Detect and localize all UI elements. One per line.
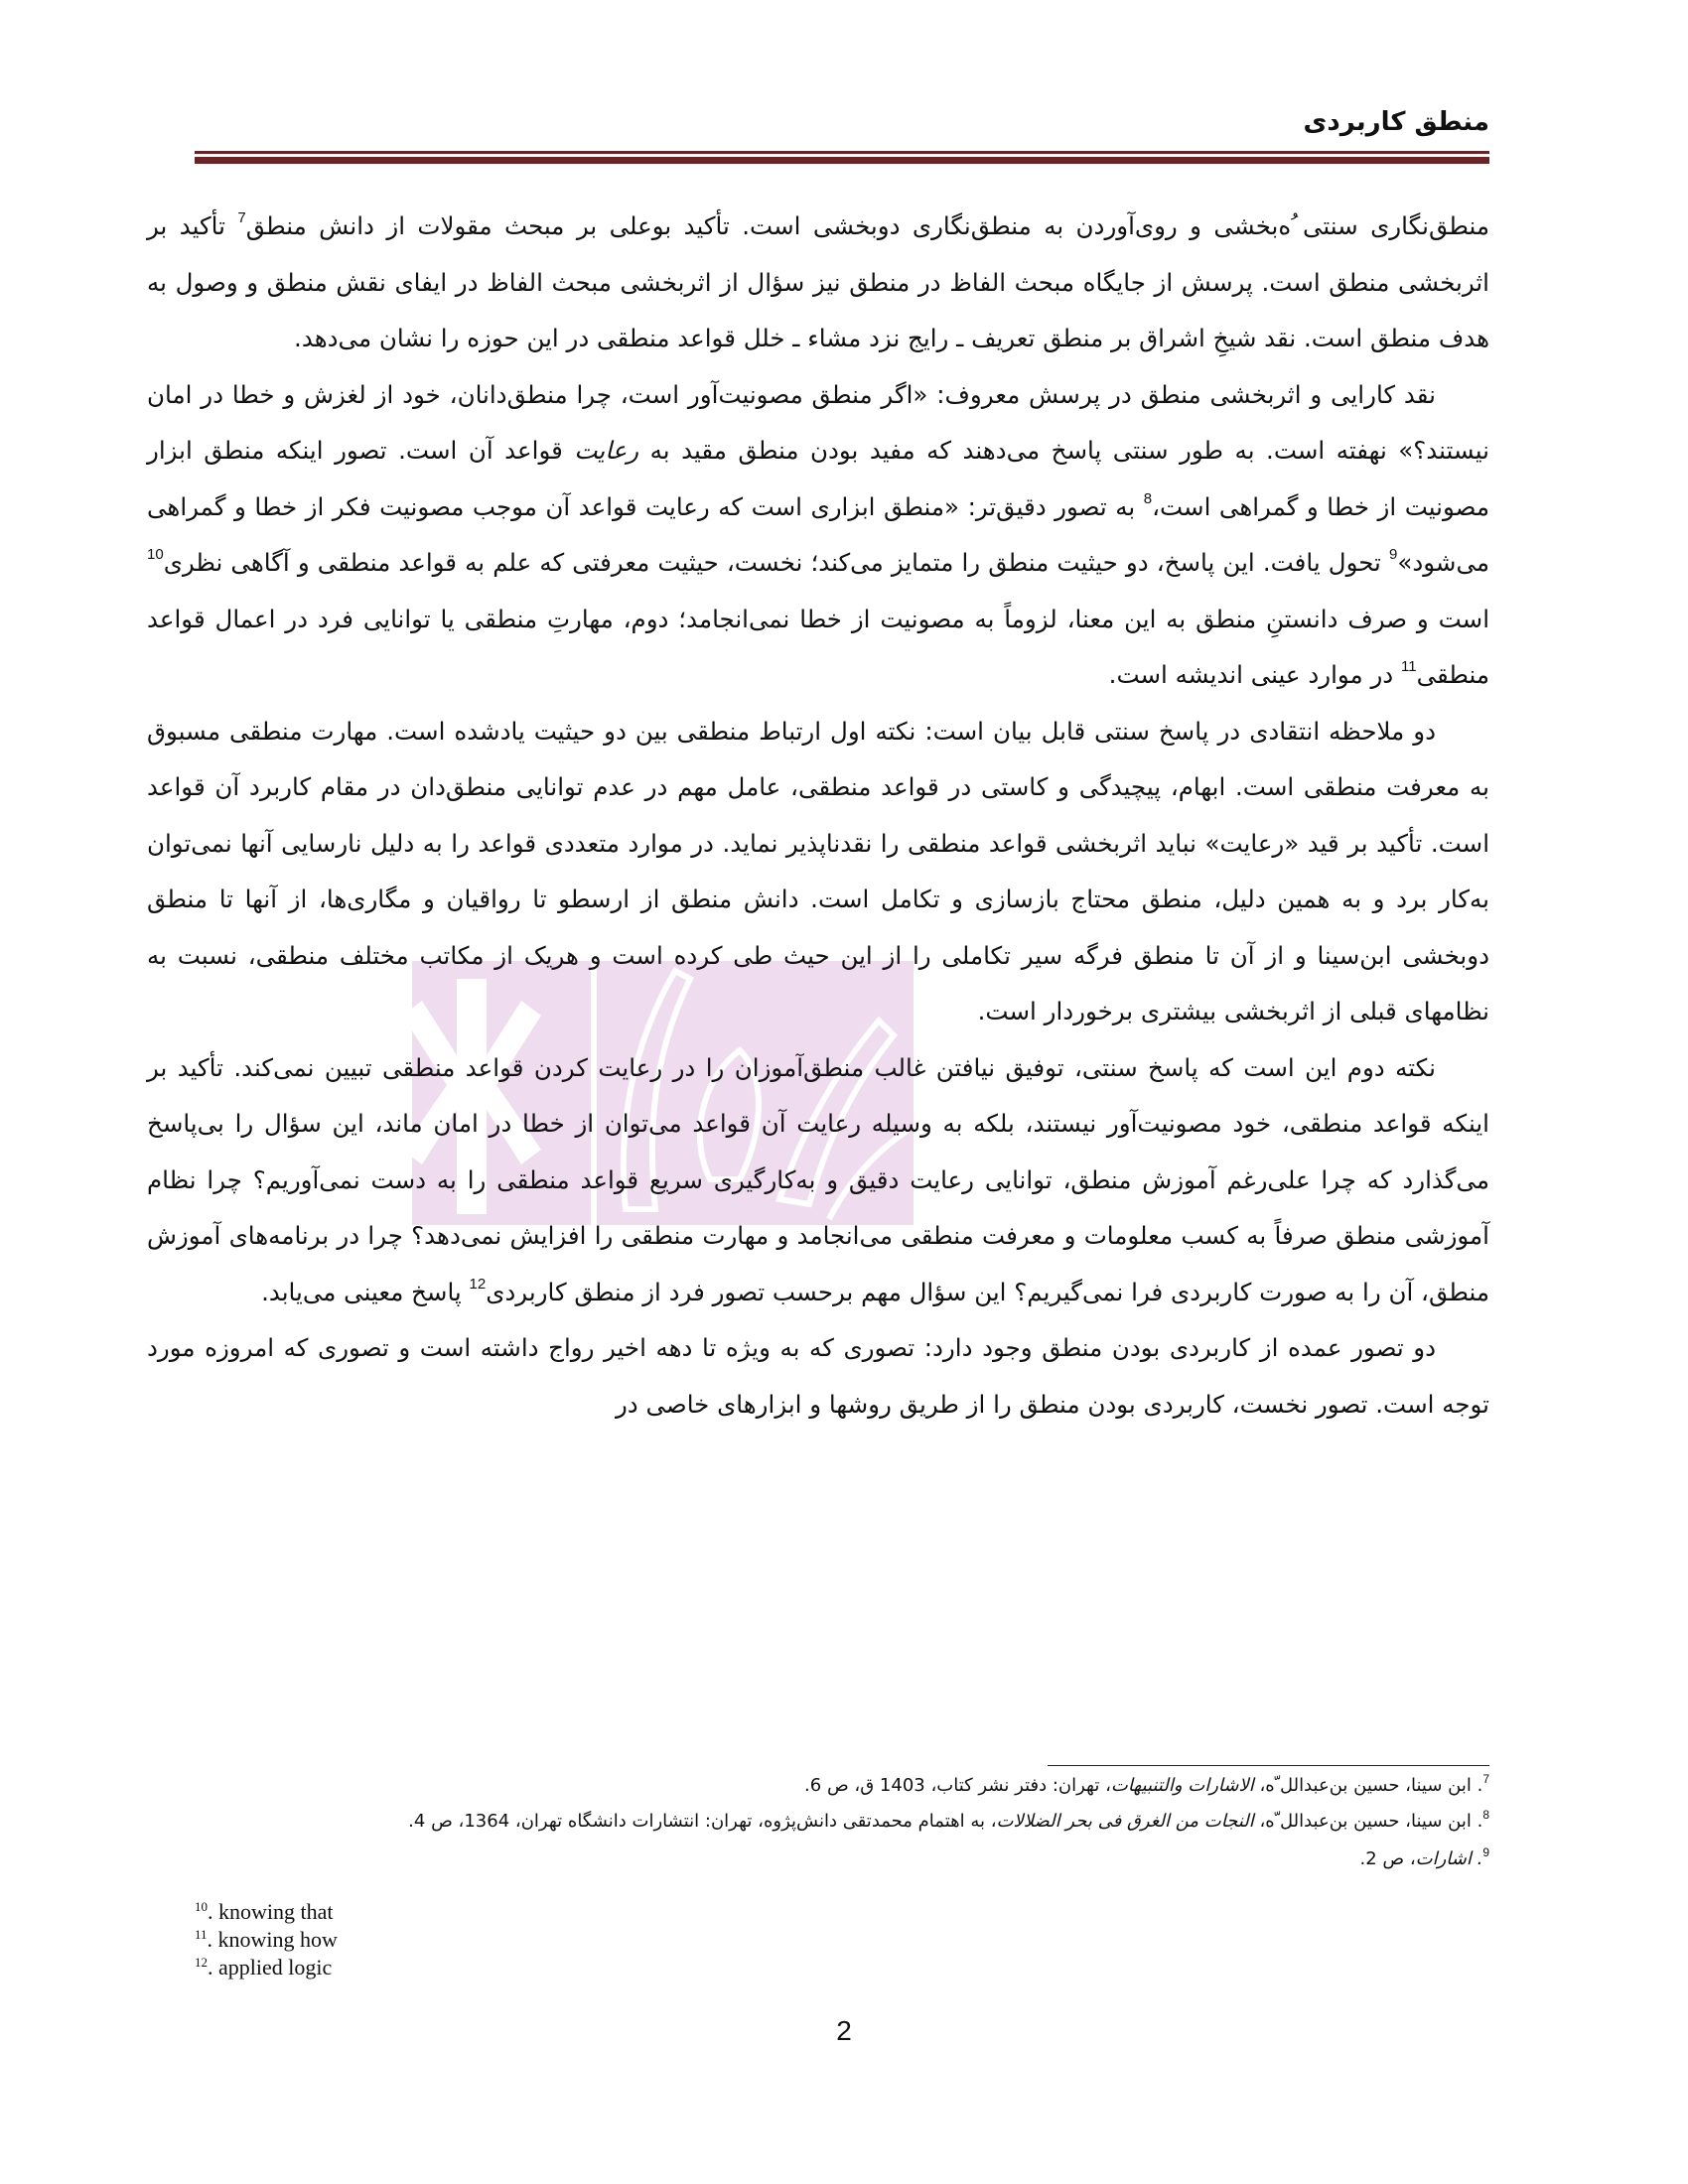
footnote-9: $^9$. اشارات، ص 2. [1359,1845,1489,1869]
page-number: 2 [836,2015,852,2046]
footnote-ref-7[interactable]: 7 [237,209,246,226]
footnote-ref-10[interactable]: 10 [147,546,164,563]
paragraph-3: دو ملاحظه انتقادی در پاسخ سنتی قابل بیان است: نکته اول ارتباط منطقی بین دو حیثیت یادشده است. مهارت منطقی مسبوق به معرفت منطقی است. ابهام، پیچیدگی و کاستی در قواعد منطقی، عامل مهم در عدم توانایی منطق‌دان در مقام کاربرد آن قواعد است. تأکید بر قید «رعایت» نباید اثربخشی قواعد منطقی را نقدناپذیر نماید. در موارد متعددی قواعد را به دلیل نارسایی آنها نمی‌توان به‌کار برد و به همین دلیل، منطق محتاج بازسازی و تکامل است. دانش منطق از ارسطو تا رواقیان و مگاری‌ها، از آنها تا منطق دوبخشی ابن‌سینا و از آن تا منطق فرگه سیر تکاملی را از این حیث طی کرده است و هریک از مکاتب مختلف منطقی، نسبت به نظامهای قبلی از اثربخشی بیشتری برخوردار است. [147,716,1489,1025]
footnote-8: $^8$. ابن سینا، حسین بن‌عبدالل ّه، النجات من الغرق فی بحر الضلالات، به اهتمام محمدتقی دانش‌پژوه، تهران: انتشارات دانشگاه تهران، 1364، ص 4. [408,1808,1489,1832]
header-title: منطق کاربردی [1303,107,1489,137]
paragraph-5: دو تصور عمده از کاربردی بودن منطق وجود دارد: تصوری که به ویژه تا دهه اخیر رواج داشته است و تصوری که امروزه مورد توجه است. تصور نخست، کاربردی بودن منطق را از طریق روشها و ابزارهای خاصی در [147,1333,1489,1419]
header-rule-thick [195,157,1489,164]
footnote-separator [1048,1765,1489,1766]
footnote-ref-8[interactable]: 8 [1143,489,1153,507]
footnote-ref-9[interactable]: 9 [1389,546,1398,563]
paragraph-2: نقد کارایی و اثربخشی منطق در پرسش معروف: «اگر منطق مصونیت‌آور است، چرا منطق‌دانان، خود از لغزش و خطا در امان نیستند؟» نهفته است. به طور سنتی پاسخ می‌دهند که مفید بودن منطق مقید به رعایت قواعد آن است. تصور اینکه منطق ابزار مصونیت از خطا و گمراهی است،$^8$ به تصور دقیق‌تر: «منطق ابزاری است که رعایت قواعد آن موجب مصونیت فکر از خطا و گمراهی می‌شود»$^9$ تحول یافت. این پاسخ، دو حیثیت منطق را متمایز می‌کند؛ نخست، حیثیت معرفتی که علم به قواعد منطقی و آگاهی نظری$^{10}$ است و صرف دانستنِ منطق به این معنا، لزوماً به مصونیت از خطا نمی‌انجامد؛ دوم، مهارتِ منطقی یا توانایی فرد در اعمال قواعد منطقی$^{11}$ در موارد عینی اندیشه است. [147,379,1490,689]
footnote-10: $^{10}$. knowing that [195,1899,334,1924]
paragraph-4: نکته دوم این است که پاسخ سنتی، توفیق نیافتن غالب منطق‌آموزان را در رعایت کردن قواعد منطقی تبیین نمی‌کند. تأکید بر اینکه قواعد منطقی، خود مصونیت‌آور نیستند، بلکه به وسیله رعایت آن قواعد می‌توان از خطا در امان ماند، این سؤال را بی‌پاسخ می‌گذارد که چرا علی‌رغم آموزش منطق، توانایی رعایت دقیق و به‌کارگیری سریع قواعد منطقی را به دست نمی‌آوریم؟ چرا نظام آموزشی منطق صرفاً به کسب معلومات و معرفت منطقی می‌انجامد و مهارت منطقی را افزایش نمی‌دهد؟ چرا در برنامه‌های آموزش منطق، آن را به صورت کاربردی فرا نمی‌گیریم؟ این سؤال مهم برحسب تصور فرد از منطق کاربردی$^{12}$ پاسخ معینی می‌یابد. [147,1052,1489,1306]
paragraph-1: منطق‌نگاری سنتی ُ‌ه‌بخشی و روی‌آوردن به منطق‌نگاری دوبخشی است. تأکید بوعلی بر مبحث مقولات از دانش منطق$^7$ تأکید بر اثربخشی منطق است. پرسش از جایگاه مبحث الفاظ در منطق نیز سؤال از اثربخشی مبحث الفاظ در ایفای نقش منطق و وصول به هدف منطق است. نقد شیخِ اشراق بر منطق تعریف ـ رایج نزد مشاء ـ خلل قواعد منطقی در این حوزه را نشان می‌دهد. [147,209,1489,352]
footnote-ref-11[interactable]: 11 [1400,658,1417,675]
body-text [147,199,1489,1433]
footnote-7: $^7$. ابن سینا، حسین بن‌عبدالل ّه، الاشارات والتنبیهات، تهران: دفتر نشر کتاب، 1403 ق، ص 6. [804,1772,1489,1796]
footnote-11: $^{11}$. knowing how [195,1927,338,1952]
header-rule-thin [195,151,1489,154]
footnote-12: $^{12}$. applied logic [195,1955,333,1979]
footnote-ref-12[interactable]: 12 [469,1275,487,1293]
